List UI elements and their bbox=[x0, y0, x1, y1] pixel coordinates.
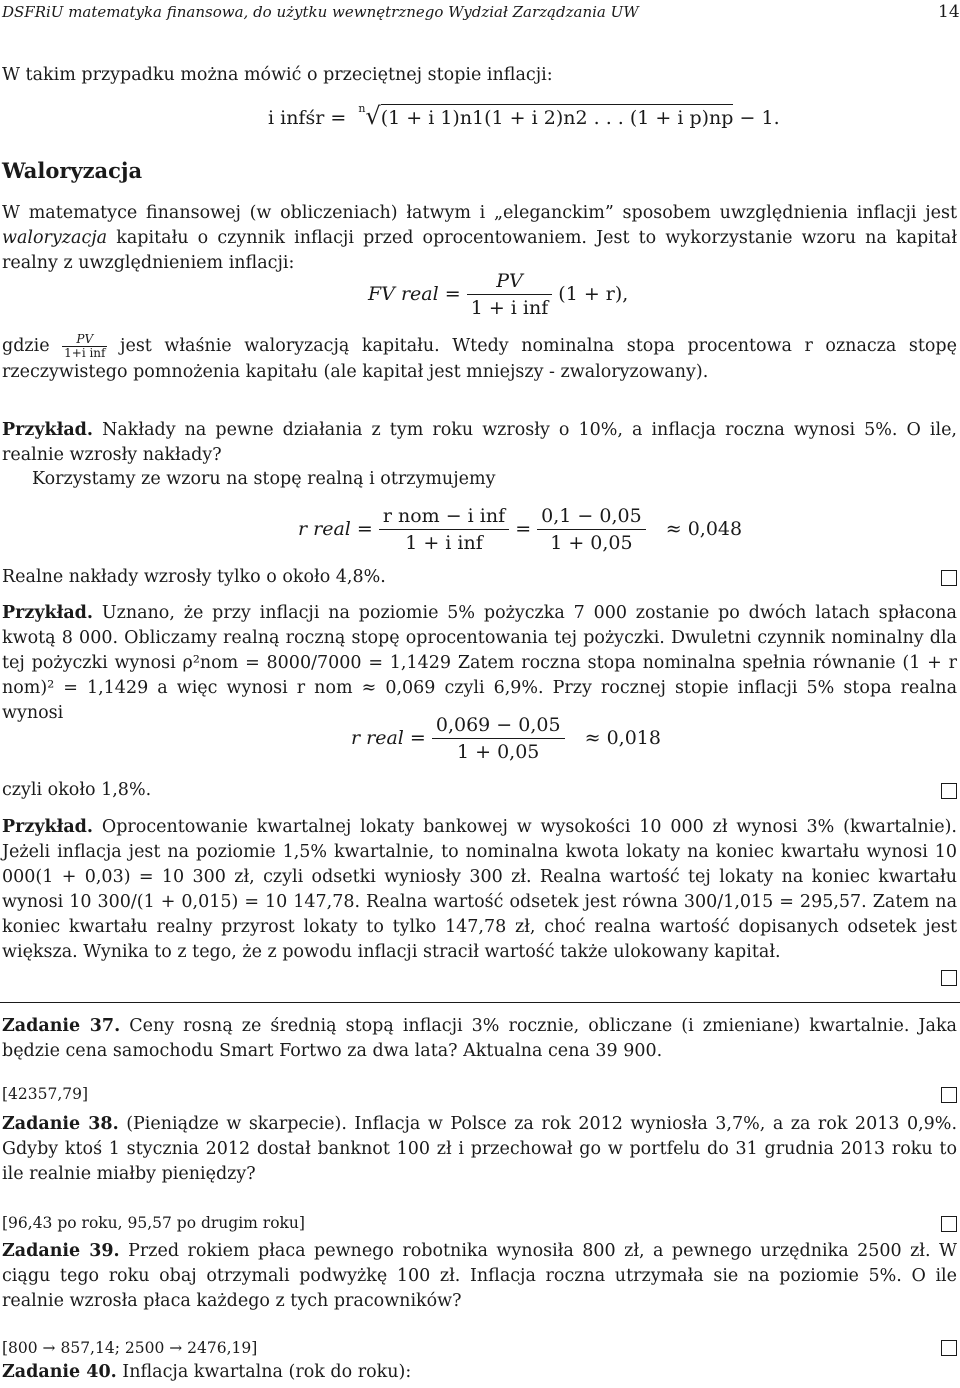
formula-tail: (1 + r), bbox=[558, 283, 629, 305]
fraction-denominator: 1 + i inf bbox=[470, 297, 549, 319]
task-text: (Pieniądze w skarpecie). Inflacja w Polsce za rok 2012 wyniosła 3,7%, a za rok 2013 0,9%. Gdyby ktoś 1 stycznia 2012 dostał banknot 100 zł i przechował go w portfelu do 31 grudnia 2013 roku to ile realnie miałby pieniędzy? bbox=[2, 1114, 958, 1184]
task-label: Zadanie 38. bbox=[2, 1114, 119, 1134]
fraction-numerator: PV bbox=[62, 333, 107, 347]
example-3 bbox=[2, 815, 957, 965]
formula-lhs: r real = bbox=[298, 518, 373, 540]
formula-lhs: r real = bbox=[351, 727, 426, 749]
fraction-numerator: 0,1 − 0,05 bbox=[537, 503, 646, 530]
task-39 bbox=[2, 1239, 957, 1314]
example-2-conclusion: czyli około 1,8%. bbox=[2, 780, 152, 800]
example-text: Nakłady na pewne działania z tym roku wzrosły o 10%, a inflacja roczna wynosi 5%. O ile, realnie wzrosły nakłady? bbox=[2, 420, 957, 465]
qed-square bbox=[941, 970, 957, 986]
approx-value: ≈ 0,018 bbox=[584, 727, 661, 749]
valorization-paragraph bbox=[2, 201, 957, 276]
paragraph-text: gdzie bbox=[2, 336, 50, 356]
inline-fraction bbox=[62, 333, 107, 360]
formula-lhs: FV real = bbox=[368, 283, 461, 305]
section-divider bbox=[0, 1002, 960, 1003]
paragraph-text: W matematyce finansowej (w obliczeniach) łatwym i „eleganckim” sposobem uwzględnienia inflacji jest bbox=[2, 203, 957, 223]
fraction bbox=[467, 268, 553, 321]
task-text: Ceny rosną ze średnią stopą inflacji 3% rocznie, obliczane (i zmieniane) kwartalnie. Jaka będzie cena samochodu Smart Fortwo za dwa lata? Aktualna cena 39 900. bbox=[2, 1016, 957, 1061]
example-1 bbox=[2, 418, 957, 468]
root-index: n bbox=[358, 102, 366, 115]
term-valorization: waloryzacja bbox=[2, 228, 108, 248]
page-number: 14 bbox=[938, 2, 960, 22]
section-title: Waloryzacja bbox=[2, 158, 143, 183]
approx-value: ≈ 0,048 bbox=[665, 518, 743, 540]
fv-real-formula bbox=[368, 268, 628, 321]
task-text: Przed rokiem płaca pewnego robotnika wynosiła 800 zł, a pewnego urzędnika 2500 zł. W ciągu tego roku obaj otrzymali podwyżkę 100 zł. Inflacja roczna utrzymała sie na poziomie 5%. O ile realnie wzrosła płaca każdego z tych pracowników? bbox=[2, 1241, 957, 1311]
qed-square bbox=[941, 783, 957, 799]
fraction-denominator: 1+i inf bbox=[64, 346, 106, 360]
qed-square bbox=[941, 1340, 957, 1356]
task-38 bbox=[2, 1112, 957, 1187]
fraction-numerator: r nom − i inf bbox=[379, 503, 509, 530]
formula-lhs: i infśr = bbox=[268, 107, 347, 129]
fraction bbox=[379, 503, 509, 556]
task-37-answer: [42357,79] bbox=[2, 1085, 89, 1103]
example-2 bbox=[2, 601, 957, 726]
fraction-numerator: PV bbox=[467, 268, 553, 295]
average-inflation-formula bbox=[268, 104, 780, 133]
qed-square bbox=[941, 570, 957, 586]
task-39-answer: [800 → 857,14; 2500 → 2476,19] bbox=[2, 1339, 258, 1357]
task-40 bbox=[2, 1360, 957, 1385]
paragraph-text: jest właśnie waloryzacją kapitału. Wtedy nominalna stopa procentowa r oznacza stopę rzeczywistego pomnożenia kapitału (ale kapitał jest mniejszy - zwaloryzowany). bbox=[2, 336, 957, 382]
example-1-conclusion: Realne nakłady wzrosły tylko o około 4,8%. bbox=[2, 567, 386, 587]
example-label: Przykład. bbox=[2, 420, 94, 440]
intro-text: W takim przypadku można mówić o przeciętnej stopie inflacji: bbox=[2, 65, 553, 85]
fraction-numerator: 0,069 − 0,05 bbox=[432, 712, 565, 739]
task-label: Zadanie 37. bbox=[2, 1016, 121, 1036]
example-1-line2: Korzystamy ze wzoru na stopę realną i otrzymujemy bbox=[32, 469, 496, 489]
fraction bbox=[537, 503, 646, 556]
radical-sign: √ bbox=[365, 102, 381, 130]
fraction bbox=[432, 712, 565, 765]
qed-square bbox=[941, 1087, 957, 1103]
radicand: (1 + i 1)n1(1 + i 2)n2 . . . (1 + i p)np bbox=[381, 104, 734, 129]
task-text: Inflacja kwartalna (rok do roku): bbox=[116, 1362, 412, 1382]
fraction-denominator: 1 + i inf bbox=[405, 532, 483, 554]
fraction-denominator: 1 + 0,05 bbox=[457, 741, 540, 763]
task-37 bbox=[2, 1014, 957, 1064]
formula-tail: − 1. bbox=[739, 107, 780, 129]
task-38-answer: [96,43 po roku, 95,57 po drugim roku] bbox=[2, 1214, 305, 1232]
example-label: Przykład. bbox=[2, 603, 94, 623]
running-header: DSFRiU matematyka finansowa, do użytku wewnętrznego Wydział Zarządzania UW bbox=[2, 3, 639, 21]
paragraph-text: kapitału o czynnik inflacji przed oprocentowaniem. Jest to wykorzystanie wzoru na kapitał realny z uwzględnieniem inflacji: bbox=[2, 228, 957, 273]
valorization-explanation bbox=[2, 333, 957, 385]
real-rate-formula bbox=[298, 503, 742, 556]
equals-sign: = bbox=[515, 518, 532, 540]
example-text: Oprocentowanie kwartalnej lokaty bankowej w wysokości 10 000 zł wynosi 3% (kwartalnie). Jeżeli inflacja jest na poziomie 1,5% kwartalnie, to nominalna kwota lokaty na koniec kwartału wynosi 10 000(1 + 0,03) = 10 300 zł, czyli odsetki wyniosły 300 zł. Realna wartość tej lokaty na koniec kwartału wynosi 10 300/(1 + 0,015) = 10 147,78. Realna wartość odsetek jest równa 300/1,015 = 295,57. Zatem na koniec kwartału realny przyrost lokaty to tylko 147,78 zł, choć realna wartość dopisanych odsetek jest większa. Wynika to z tego, że z powodu inflacji stracił wartość także ulokowany kapitał. bbox=[2, 817, 957, 962]
example-label: Przykład. bbox=[2, 817, 94, 837]
task-label: Zadanie 40. bbox=[2, 1362, 117, 1382]
real-rate-formula-2 bbox=[351, 712, 661, 765]
task-label: Zadanie 39. bbox=[2, 1241, 120, 1261]
fraction-denominator: 1 + 0,05 bbox=[550, 532, 633, 554]
qed-square bbox=[941, 1216, 957, 1232]
example-text: Uznano, że przy inflacji na poziomie 5% pożyczka 7 000 zostanie po dwóch latach spłacona kwotą 8 000. Obliczamy realną roczną stopę oprocentowania tej pożyczki. Dwuletni czynnik nominalny dla tej pożyczki wynosi ρ²nom = 8000/7000 = 1,1429 Zatem roczna stopa nominalna spełnia równanie (1 + r nom)² = 1,1429 a więc wynosi r nom ≈ 0,069 czyli 6,9%. Przy rocznej stopie inflacji 5% stopa realna wynosi bbox=[2, 603, 957, 723]
